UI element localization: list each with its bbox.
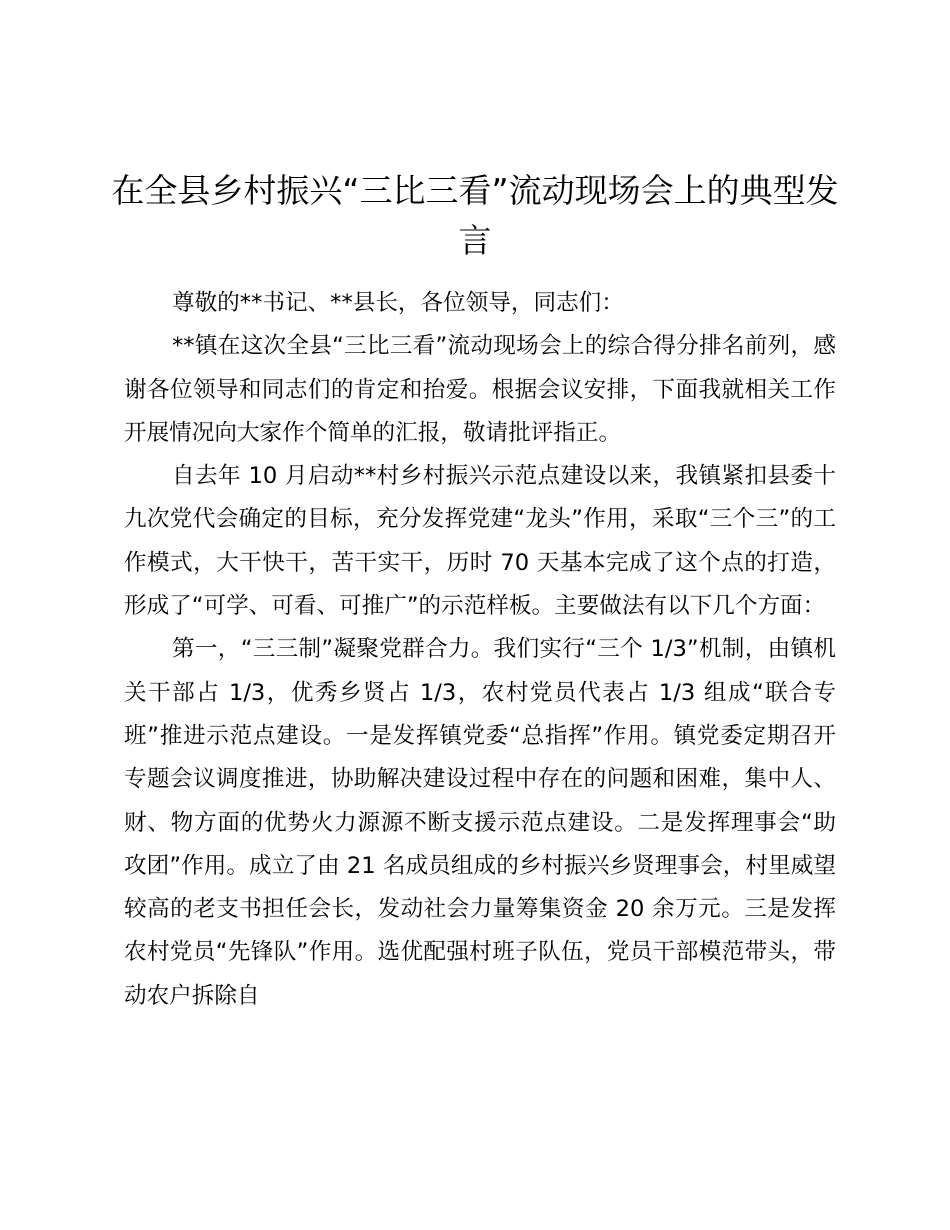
document-title: 在全县乡村振兴“三比三看”流动现场会上的典型发言 xyxy=(111,171,839,260)
document-body xyxy=(124,282,836,1018)
salutation-paragraph: 尊敬的**书记、**县长，各位领导，同志们： xyxy=(172,290,624,316)
section-one-paragraph: 第一，“三三制”凝聚党群合力。我们实行“三个 1/3”机制，由镇机关干部占 1/3，优秀乡贤占 1/3，农村党员代表占 1/3 组成“联合专班”推进示范点建设。一是发挥镇党委“总指挥”作用。镇党委定期召开专题会议调度推进，协助解决建设过程中存在的问题和困难，集中人、财、物方面的优势火力源源不断支援示范点建设。二是发挥理事会“助攻团”作用。成立了由 21 名成员组成的乡村振兴乡贤理事会，村里威望较高的老支书担任会长，发动社会力量筹集资金 20 余万元。三是发挥农村党员“先锋队”作用。选优配强村班子队伍，党员干部模范带头，带动农户拆除自 xyxy=(124,636,836,1009)
intro-paragraph: **镇在这次全县“三比三看”流动现场会上的综合得分排名前列，感谢各位领导和同志们的肯定和抬爱。根据会议安排，下面我就相关工作开展情况向大家作个简单的汇报，敬请批评指正。 xyxy=(124,333,836,446)
overview-paragraph: 自去年 10 月启动**村乡村振兴示范点建设以来，我镇紧扣县委十九次党代会确定的目标，充分发挥党建“龙头”作用，采取“三个三”的工作模式，大干快干，苦干实干，历时 70 天基本完成了这个点的打造，形成了“可学、可看、可推广”的示范样板。主要做法有以下几个方面： xyxy=(124,463,836,620)
